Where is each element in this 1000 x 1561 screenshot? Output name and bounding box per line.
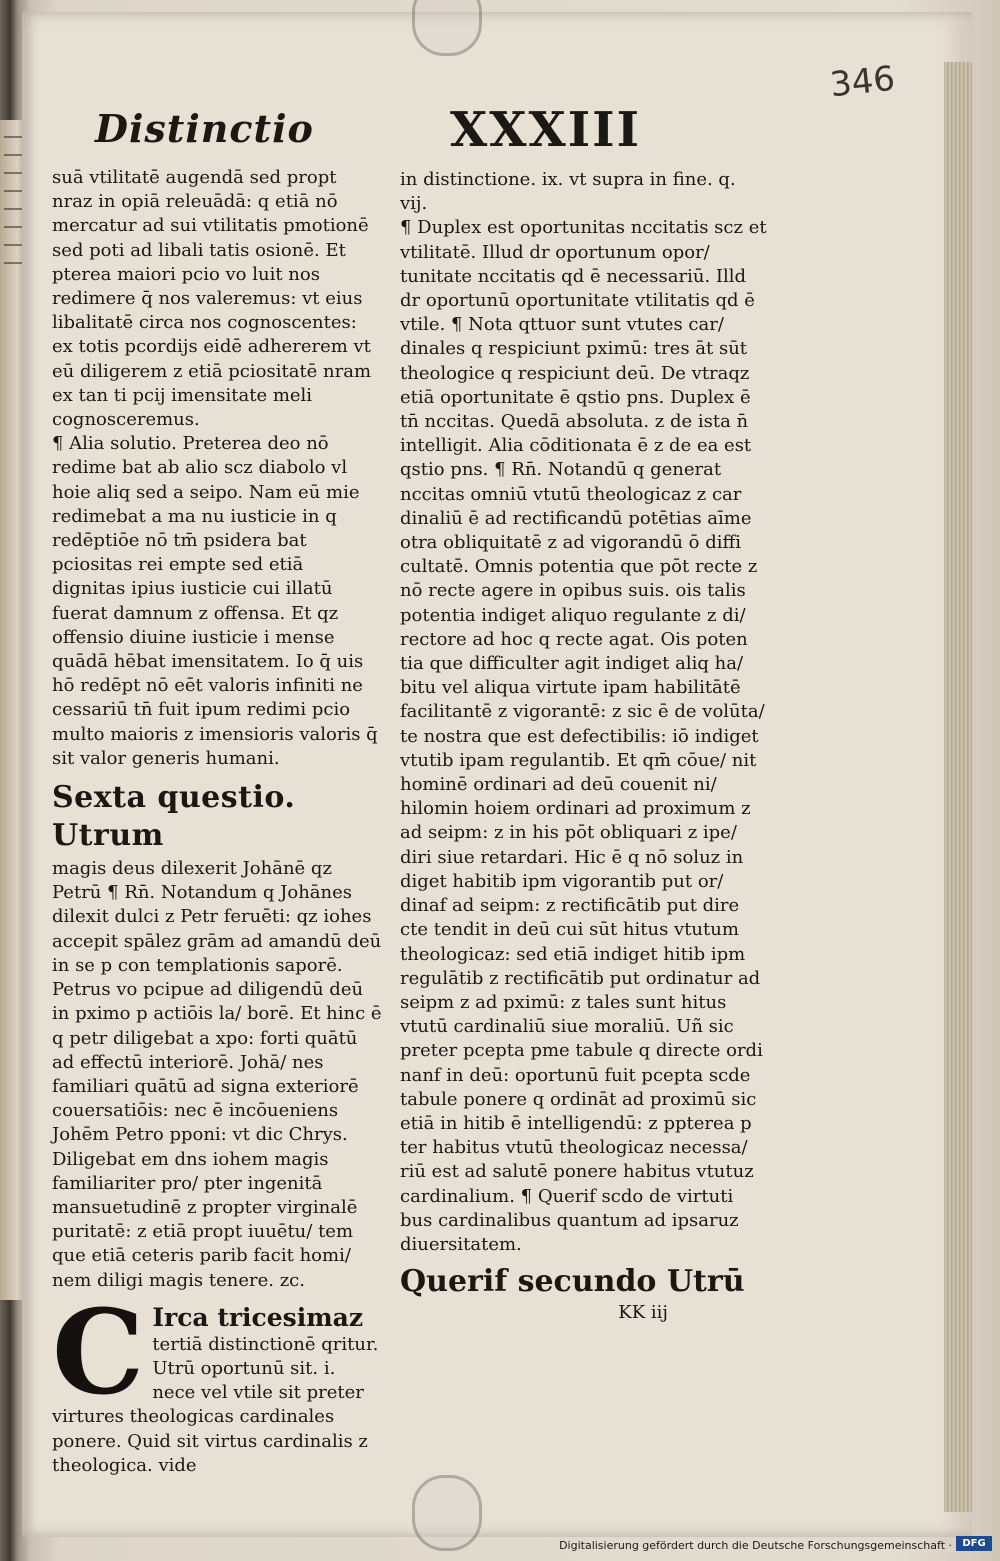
page-stack-edge [944, 62, 972, 1512]
running-head-right: XXXIII [450, 102, 642, 158]
right-paragraph-2: ¶ Duplex est oportunitas nccitatis scz et vtilitatē. Illud dr oportunum opor/ tunitate nccitatis qd ē necessariū. Illd dr oportunū oportunitate vtilitatis qd ē vtile. ¶ Nota qttuor sunt vtutes car/ dinales q respiciunt pximū: tres āt sūt theologice q respiciunt deū. De vtraqz etiā oportunitate ē qstio pns. Duplex ē tn̄ nccitas. Quedā absoluta. z de ista n̄ intelligit. Alia cōditionata ē z de ea est qstio pns. ¶ Rn̄. Notandū q generat nccitas omniū vtutū theologicaz z car dinaliū ē ad rectificandū potētias aīme otra obliquitatē z ad vigorandū ō diffi cultatē. Omnis potentia que pōt recte z nō recte agere in opibus suis. ois talis potentia indiget aliquo regulante z di/ rectore ad hoc q recte agat. Ois poten tia que difficulter agit indiget aliq ha/ bitu vel aliqua virtute ipam habilitātē facilitantē z vigorantē: z sic ē de volūta/ te nostra que est defectibilis: iō indiget vtutib ipam regulantib. Et qm̄ cōue/ nit hominē ordinari ad deū couenit ni/ hilomin hoiem ordinari ad proximum z ad seipm: z in his pōt obliquari z ipe/ diri siue retardari. Hic ē q nō soluz in diget habitib ipm vigorantib put or/ dinaf ad seipm: z rectificātib put dire cte tendit in deū cui sūt hitus vtutum theologicaz: sed etiā indiget hitib ipm regulātib z rectificātib put ordinatur ad seipm z ad pximū: z tales sunt hitus vtutū cardinaliū siue moraliū. Uñ sic preter pcepta pme tabule q directe ordi nanf in deū: oportunū fuit pcepta scde tabule ponere q ordināt ad proximū sic etiā in hitib ē intelligendū: z ppterea p ter habitus vtutū theologicaz necessa/ riū est ad salutē ponere habitus vtutuz cardinalium. ¶ Querif scdo de virtuti bus cardinalibus quantum ad ipsaruz diuersitatem. [400, 217, 767, 1255]
signature-mark: KK iij [618, 1302, 668, 1324]
running-head-left: Distinctio [95, 106, 314, 151]
folio-number: 346 [828, 58, 897, 106]
digitization-credit: Digitalisierung gefördert durch die Deutsche Forschungsgemeinschaft · [559, 1539, 952, 1552]
right-paragraph-1: in distinctione. ix. vt supra in fine. q. vij. [400, 169, 736, 215]
distinction-opening [52, 1284, 382, 1478]
catchword-heading: Querif secundo Utrū [400, 1264, 745, 1300]
dfg-logo: DFG [956, 1536, 992, 1551]
incipit-line: Irca tricesimaz [152, 1302, 364, 1332]
section-title: Sexta questio. Utrum [52, 780, 296, 854]
left-paragraph-4: tertiā distinctionē qritur. Utrū oportunū sit. i. nece vel vtile sit preter virtures theologicas cardinales ponere. Quid sit virtus cardinalis z theologica. vide [52, 1333, 379, 1476]
left-paragraph-1: suā vtilitatē augendā sed propt nraz in opiā releuādā: q etiā nō mercatur ad sui vtilitatis pmotionē sed poti ad libali tatis osionē. Et pterea maiori pcio vo luit nos redimere q̄ nos valeremus: vt eius libalitatē circa nos cognoscentes: ex totis pcordijs eidē adhererem vt eū diligerem z etiā pciositatē nram ex tan ti pcij imensitate meli cognosceremus. [52, 167, 372, 431]
decorated-initial: C [52, 1284, 145, 1421]
left-text-column [52, 166, 382, 1478]
left-paragraph-2: ¶ Alia solutio. Preterea deo nō redime bat ab alio scz diabolo vl hoie aliq sed a seipo. Nam eū mie redimebat a ma nu iusticie in q redēptiōe nō tm̄ psidera bat pciositas rei empte sed etiā dignitas ipius iusticie cui illatū fuerat damnum z offensa. Et qz offensio diuine iusticie i mense quādā hēbat imensitatem. Io q̄ uis hō redēpt nō eēt valoris infiniti ne cessariū tn̄ fuit ipum redimi pcio multo maioris z imensioris valoris q̄ sit valor generis humani. [52, 433, 378, 769]
left-paragraph-3: magis deus dilexerit Johānē qz Petrū ¶ Rn̄. Notandum q Johānes dilexit dulci z Petr feruēti: qz iohes accepit spālez grām ad amandū deū in se p con templationis saporē. Petrus vo pcipue ad diligendū deū in pximo p actiōis la/ borē. Et hinc ē q petr diligebat a xpo: forti quātū ad effectū interiorē. Johā/ nes familiari quātū ad signa exteriorē couersatiōis: nec ē incōueniens Johēm Petro pponi: vt dic Chrys. Diligebat em dns iohem magis familiariter pro/ pter ingenitā mansuetudinē z propter virginalē puritatē: z etiā propt iuuētu/ tem que etiā ceteris parib facit homi/ nem diligi magis tenere. zc. [52, 858, 382, 1291]
glass-clip-bottom [412, 1475, 482, 1551]
right-text-column [400, 168, 768, 1325]
glass-clip-top [412, 0, 482, 56]
